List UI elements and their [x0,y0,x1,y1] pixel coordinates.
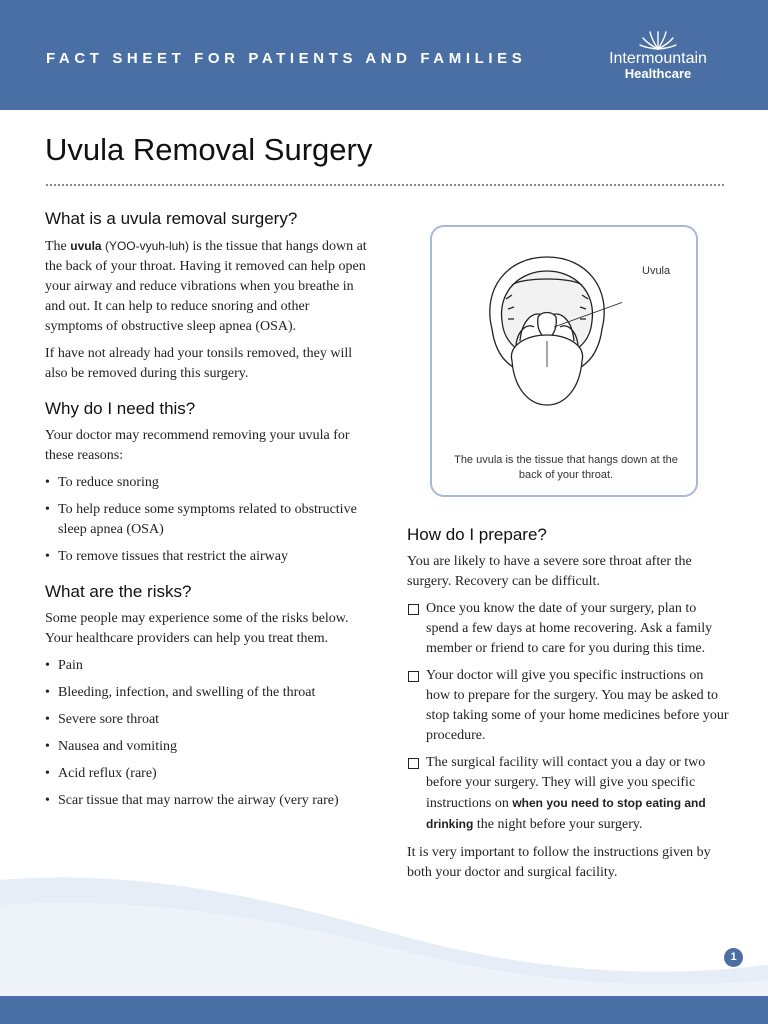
risks-list [45,656,370,811]
title-divider [46,184,724,186]
what-p1-rest: is the tissue that hangs down at the back of your throat. Having it removed can help open your airway and reduce vibrations when you breathe in and out. It can help to reduce snoring and other symptoms of obstructive sleep apnea (OSA). [45,239,367,334]
list-item: • Pain [45,656,370,676]
leaf-logo-icon [638,28,678,50]
prepare-intro: You are likely to have a severe sore throat after the surgery. Recovery can be difficult. [407,554,692,589]
list-item: • To help reduce some symptoms related to obstructive sleep apnea (OSA) [45,500,370,540]
checklist-item-3-rest: the night before your surgery. [473,817,643,832]
logo-name: Intermountain [609,50,707,67]
section-heading-risks: What are the risks? [45,582,192,601]
list-item: • Acid reflux (rare) [45,764,370,784]
figure-label-uvula: Uvula [642,265,671,277]
what-pronunciation: (YOO-vyuh-luh) [101,239,189,253]
list-item: • Scar tissue that may narrow the airway (very rare) [45,791,370,811]
checklist-item-3-emphasis: when you need to stop eating and drinking [426,796,706,831]
section-heading-what: What is a uvula removal surgery? [45,209,298,228]
footer-bar [0,996,768,1024]
footer-wave-decoration [0,870,768,1000]
right-column [407,524,729,890]
list-item: • Severe sore throat [45,710,370,730]
list-item: • To reduce snoring [45,473,370,493]
checklist-item [407,753,729,835]
mouth-illustration-icon [472,249,622,409]
why-intro: Your doctor may recommend removing your uvula for these reasons: [45,428,350,463]
page-title: Uvula Removal Surgery [45,132,373,167]
header-banner [0,0,768,110]
intermountain-logo [590,28,730,88]
left-column [45,208,370,819]
what-paragraph-2: If have not already had your tonsils removed, they will also be removed during this surgery. [45,346,353,381]
list-item: • Bleeding, infection, and swelling of the throat [45,683,370,703]
list-item: • Nausea and vomiting [45,737,370,757]
checklist-item-3-lead: The surgical facility will contact you a day or two before your surgery. They will give you specific instructions on [426,755,706,811]
figure-caption: The uvula is the tissue that hangs down at the back of your throat. [454,454,678,481]
uvula-figure [430,225,698,497]
logo-subtitle: Healthcare [624,66,692,81]
checklist-item: Your doctor will give you specific instructions on how to prepare for the surgery. You may be asked to stop taking some of your home medicines before your procedure. [407,666,729,746]
section-heading-prepare: How do I prepare? [407,525,547,544]
section-heading-why: Why do I need this? [45,399,196,418]
prepare-closing: It is very important to follow the instructions given by both your doctor and surgical facility. [407,845,711,880]
header-title: FACT SHEET FOR PATIENTS AND FAMILIES [46,50,527,67]
what-term-uvula: uvula [70,239,102,253]
risks-intro: Some people may experience some of the risks below. Your healthcare providers can help you treat them. [45,611,349,646]
list-item: • To remove tissues that restrict the airway [45,547,370,567]
checklist-item: Once you know the date of your surgery, plan to spend a few days at home recovering. Ask a family member or friend to care for you during this time. [407,599,729,659]
page-number-badge: 1 [724,948,743,967]
why-list [45,473,370,567]
what-paragraph-1 [45,236,370,337]
what-p1-lead: The [45,239,71,254]
prepare-checklist [407,599,729,835]
